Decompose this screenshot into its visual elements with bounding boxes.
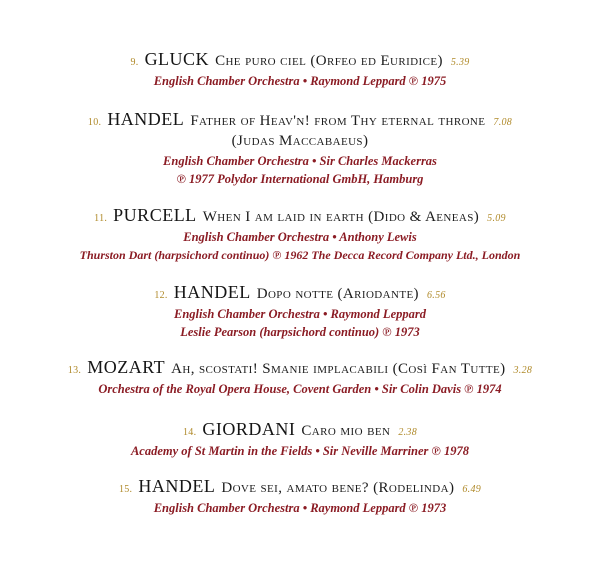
track-number: 10. bbox=[87, 117, 102, 128]
performer-credit: Orchestra of the Royal Opera House, Covent Garden • Sir Colin Davis ℗ 1974 bbox=[98, 382, 502, 396]
composer: MOZART bbox=[87, 357, 166, 377]
track-heading bbox=[0, 50, 600, 69]
track-number: 15. bbox=[118, 484, 133, 495]
work-title: Caro mio ben bbox=[301, 423, 391, 439]
track-number: 12. bbox=[154, 290, 168, 301]
performer-credit: Academy of St Martin in the Fields • Sir Neville Marriner ℗ 1978 bbox=[130, 444, 470, 458]
track-10 bbox=[0, 110, 600, 185]
composer: HANDEL bbox=[138, 476, 216, 496]
track-number: 14. bbox=[182, 427, 197, 438]
work-title-continued bbox=[0, 134, 600, 149]
work-title: Ah, scostati! Smanie implacabili (Così Fan Tutte) bbox=[171, 361, 506, 377]
duration: 2.38 bbox=[398, 427, 418, 438]
composer: GIORDANI bbox=[202, 419, 296, 439]
track-number: 9. bbox=[130, 57, 139, 68]
duration: 6.56 bbox=[426, 290, 446, 301]
duration: 5.39 bbox=[450, 57, 470, 68]
track-heading bbox=[0, 206, 600, 225]
work-title-continuation: (Judas Maccabaeus) bbox=[231, 133, 369, 149]
track-11 bbox=[0, 206, 600, 261]
performer-credit: English Chamber Orchestra • Sir Charles Mackerras bbox=[163, 154, 437, 168]
work-title: Dove sei, amato bene? (Rodelinda) bbox=[221, 480, 455, 496]
duration: 5.09 bbox=[487, 213, 506, 224]
track-heading bbox=[0, 110, 600, 129]
performer-credit: English Chamber Orchestra • Anthony Lewis bbox=[183, 230, 417, 244]
continuo-credit: Leslie Pearson (harpsichord continuo) ℗ 1973 bbox=[180, 324, 420, 339]
track-heading bbox=[0, 420, 600, 439]
work-title: Father of Heav'n! from Thy eternal throne bbox=[190, 113, 486, 129]
track-heading bbox=[0, 358, 600, 377]
work-title: Che puro ciel (Orfeo ed Euridice) bbox=[215, 53, 443, 69]
track-15 bbox=[0, 477, 600, 515]
duration: 3.28 bbox=[513, 365, 533, 376]
composer: HANDEL bbox=[173, 282, 251, 302]
track-12 bbox=[0, 283, 600, 338]
work-title: Dopo notte (Ariodante) bbox=[256, 286, 419, 302]
track-14 bbox=[0, 420, 600, 458]
track-heading bbox=[0, 283, 600, 302]
track-number: 13. bbox=[67, 365, 82, 376]
composer: PURCELL bbox=[113, 205, 197, 225]
duration: 6.49 bbox=[462, 484, 482, 495]
performer-credit: English Chamber Orchestra • Raymond Leppard ℗ 1973 bbox=[153, 501, 447, 515]
duration: 7.08 bbox=[493, 117, 513, 128]
continuo-credit: Thurston Dart (harpsichord continuo) ℗ 1962 The Decca Record Company Ltd., London bbox=[79, 247, 521, 262]
performer-credit: English Chamber Orchestra • Raymond Leppard bbox=[174, 307, 426, 321]
copyright-credit: ℗ 1977 Polydor International GmbH, Hamburg bbox=[176, 171, 424, 186]
work-title: When I am laid in earth (Dido & Aeneas) bbox=[202, 209, 480, 225]
composer: HANDEL bbox=[107, 109, 185, 129]
track-13 bbox=[0, 358, 600, 396]
track-number: 11. bbox=[94, 213, 108, 224]
track-heading bbox=[0, 477, 600, 496]
composer: GLUCK bbox=[144, 49, 210, 69]
track-9 bbox=[0, 50, 600, 88]
performer-credit: English Chamber Orchestra • Raymond Leppard ℗ 1975 bbox=[153, 74, 447, 88]
